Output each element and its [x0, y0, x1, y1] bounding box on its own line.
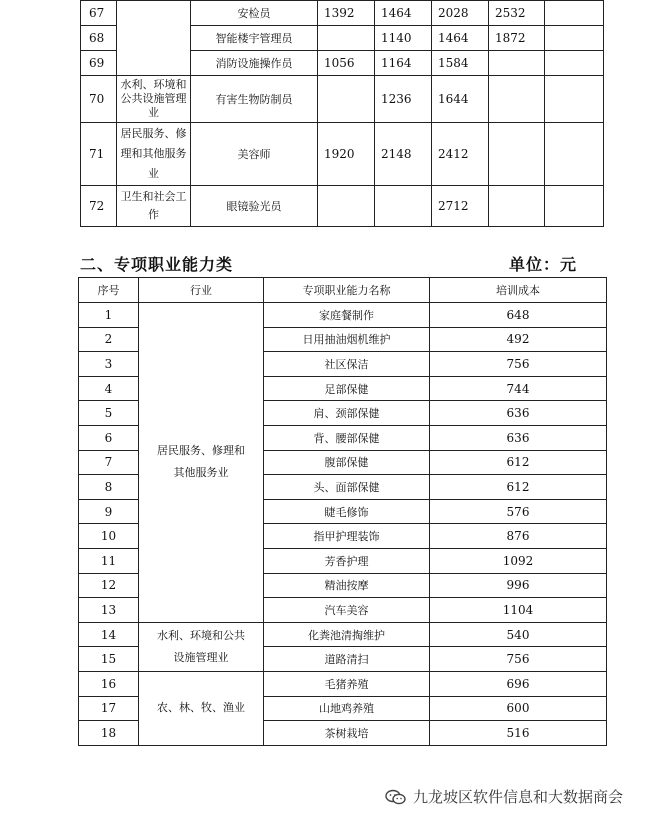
column-header: 序号 [79, 278, 139, 303]
table-row: 8 头、面部保健 612 [79, 475, 607, 500]
table-row: 67 安检员 1392 1464 2028 2532 [81, 1, 604, 26]
table-row: 71 居民服务、修理和其他服务业 美容师 1920 2148 2412 [81, 123, 604, 186]
table-row: 9 睫毛修饰 576 [79, 499, 607, 524]
special-ability-table [78, 277, 607, 746]
table-row: 70 水利、环境和公共设施管理业 有害生物防制员 1236 1644 [81, 76, 604, 123]
column-header: 专项职业能力名称 [264, 278, 430, 303]
table-row: 7 腹部保健 612 [79, 450, 607, 475]
table-row: 69 消防设施操作员 1056 1164 1584 [81, 51, 604, 76]
industry-cell [117, 1, 191, 76]
table-row: 16 农、林、牧、渔业 毛猪养殖 696 [79, 671, 607, 696]
table-row: 6 背、腰部保健 636 [79, 425, 607, 450]
section-heading: 二、专项职业能力类 [80, 255, 234, 274]
industry-cell: 农、林、牧、渔业 [139, 671, 264, 745]
table-row: 1 居民服务、修理和其他服务业 家庭餐制作 648 [79, 303, 607, 328]
table-row: 4 足部保健 744 [79, 376, 607, 401]
table-header-row [79, 278, 607, 303]
table-row: 12 精油按摩 996 [79, 573, 607, 598]
watermark [385, 786, 623, 807]
table-row: 11 芳香护理 1092 [79, 548, 607, 573]
table-row: 13 汽车美容 1104 [79, 598, 607, 623]
table-row: 72 卫生和社会工作 眼镜验光员 2712 [81, 186, 604, 227]
industry-cell: 居民服务、修理和其他服务业 [139, 303, 264, 623]
watermark-text: 九龙坡区软件信息和大数据商会 [413, 788, 624, 806]
table-row: 14 水利、环境和公共设施管理业 化粪池清掏维护 540 [79, 622, 607, 647]
table-row: 68 智能楼宇管理员 1140 1464 1872 [81, 26, 604, 51]
column-header: 行业 [139, 278, 264, 303]
table-row: 18 茶树栽培 516 [79, 721, 607, 746]
unit-label: 单位：元 [509, 255, 578, 274]
table-row: 2 日用抽油烟机维护 492 [79, 327, 607, 352]
table-row: 5 肩、颈部保健 636 [79, 401, 607, 426]
table-row: 15 道路清扫 756 [79, 647, 607, 672]
table-row: 10 指甲护理装饰 876 [79, 524, 607, 549]
industry-cell: 水利、环境和公共设施管理业 [139, 622, 264, 671]
table-row: 17 山地鸡养殖 600 [79, 696, 607, 721]
wechat-icon [385, 788, 407, 806]
occupation-cost-table [80, 0, 604, 227]
table-row: 3 社区保洁 756 [79, 352, 607, 377]
column-header: 培训成本 [430, 278, 607, 303]
